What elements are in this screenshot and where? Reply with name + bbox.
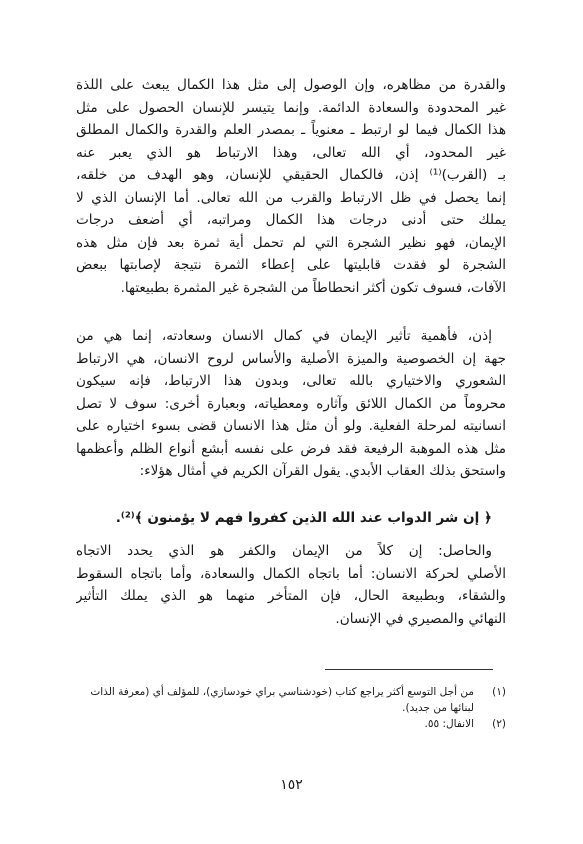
footnote-separator bbox=[325, 669, 493, 670]
text-line: هذا الكمال فيما لو ارتبط ـ معنوياً ـ بمصدر العلم والقدرة والكمال المطلق bbox=[76, 122, 506, 138]
text-line: الإيمان، فهو نظير الشجرة التي لم تحمل أية ثمرة بعد فإن مثل هذه bbox=[76, 234, 506, 251]
text-line: واستحق بذلك العقاب الأبدي. يقول القرآن الكريم في أمثال هؤلاء: bbox=[139, 463, 506, 479]
text-line: والقدرة من مظاهره، وإن الوصول إلى مثل هذا الكمال يبعث على اللذة bbox=[76, 77, 506, 93]
text-line: جهة إن الخصوصية والميزة الأصلية والأساس لروح الانسان، هي الارتباط bbox=[76, 350, 506, 367]
text-line: الأصلي لحركة الانسان: أما باتجاه الكمال والسعادة، وأما باتجاه السقوط bbox=[76, 565, 506, 582]
text-line: غير المحدودة والسعادة الدائمة. وإنما يتيسر للإنسان الحصول على مثل bbox=[76, 99, 506, 116]
text-line: إنما يحصل في ظل الارتباط والقرب من الله تعالى. أما الإنسان الذي لا bbox=[76, 189, 506, 206]
quran-verse bbox=[76, 507, 506, 530]
text-line: الآفات، فسوف تكون أكثر انحطاطاً من الشجرة غير المثمرة بطبيعتها. bbox=[120, 279, 506, 296]
footnote-text: لبنائها من جديد). bbox=[402, 702, 474, 714]
paragraph-3 bbox=[76, 540, 506, 630]
page-number: ١٥٢ bbox=[280, 777, 303, 793]
verse-text: ﴿ إن شر الدواب عند الله الذين كفروا فهم لا يؤمنون ﴾⁽²⁾. bbox=[115, 510, 492, 526]
text-line: والحاصل: إن كلاً من الإيمان والكفر هو الذي يحدد الاتجاه bbox=[76, 543, 492, 559]
text-line: يملك حتى أدنى درجات هذا الكمال ومراتبه، أي أضعف درجات bbox=[76, 212, 506, 228]
text-line: إذن، فأهمية تأثير الإيمان في كمال الانسان وسعادته، إنما هي من bbox=[76, 328, 492, 344]
text-line: مثل هذه الموهبة الرفيعة فقد فرض على نفسه أبشع أنواع الظلم وأعظمها bbox=[76, 440, 506, 457]
text-line: انسانيته لمرحلة الفعلية. ولو أن مثل هذا الانسان قضى بسوء اختياره على bbox=[76, 418, 506, 434]
text-line: الشجرة لو فقدت قابليتها على إعطاء الثمرة نتيجة لإصابتها ببعض bbox=[76, 257, 506, 273]
paragraph-1 bbox=[76, 74, 506, 299]
text-line: النهائي والمصيري في الإنسان. bbox=[335, 610, 506, 627]
footnote-1-continuation bbox=[76, 700, 506, 716]
text-line: الشعوري والاختياري بالله تعالى، وبدون هذا الارتباط، فإنه سيكون bbox=[76, 373, 506, 389]
paragraph-2 bbox=[76, 325, 506, 483]
footnotes bbox=[76, 684, 506, 732]
footnote-text: من أجل التوسع أكثر يراجع كتاب (خودشناسي براي خودسازي)، للمؤلف أي (معرفة الذات bbox=[90, 686, 474, 698]
footnote-2 bbox=[76, 716, 506, 732]
text-line: غير المحدود، أي الله تعالى، وهذا الارتباط هو الذي يعبر عنه bbox=[76, 144, 506, 161]
text-line: بـ (القرب)⁽¹⁾ إذن، فالكمال الحقيقي للإنسان، وهو الهدف من خلقه، bbox=[76, 167, 506, 183]
text-line: والشقاء، وبطبيعة الحال، فإن المتأخر منهما هو الذي يملك التأثير bbox=[76, 588, 506, 604]
footnote-number: (٢) bbox=[492, 718, 506, 730]
footnote-1 bbox=[76, 684, 506, 700]
footnote-number: (١) bbox=[492, 686, 506, 698]
footnote-text: الانفال: ٥٥. bbox=[424, 718, 474, 730]
text-line: محروماً من الكمال اللائق وآثاره ومعطياته، وبعبارة أخرى: سوف لا تصل bbox=[76, 395, 506, 412]
